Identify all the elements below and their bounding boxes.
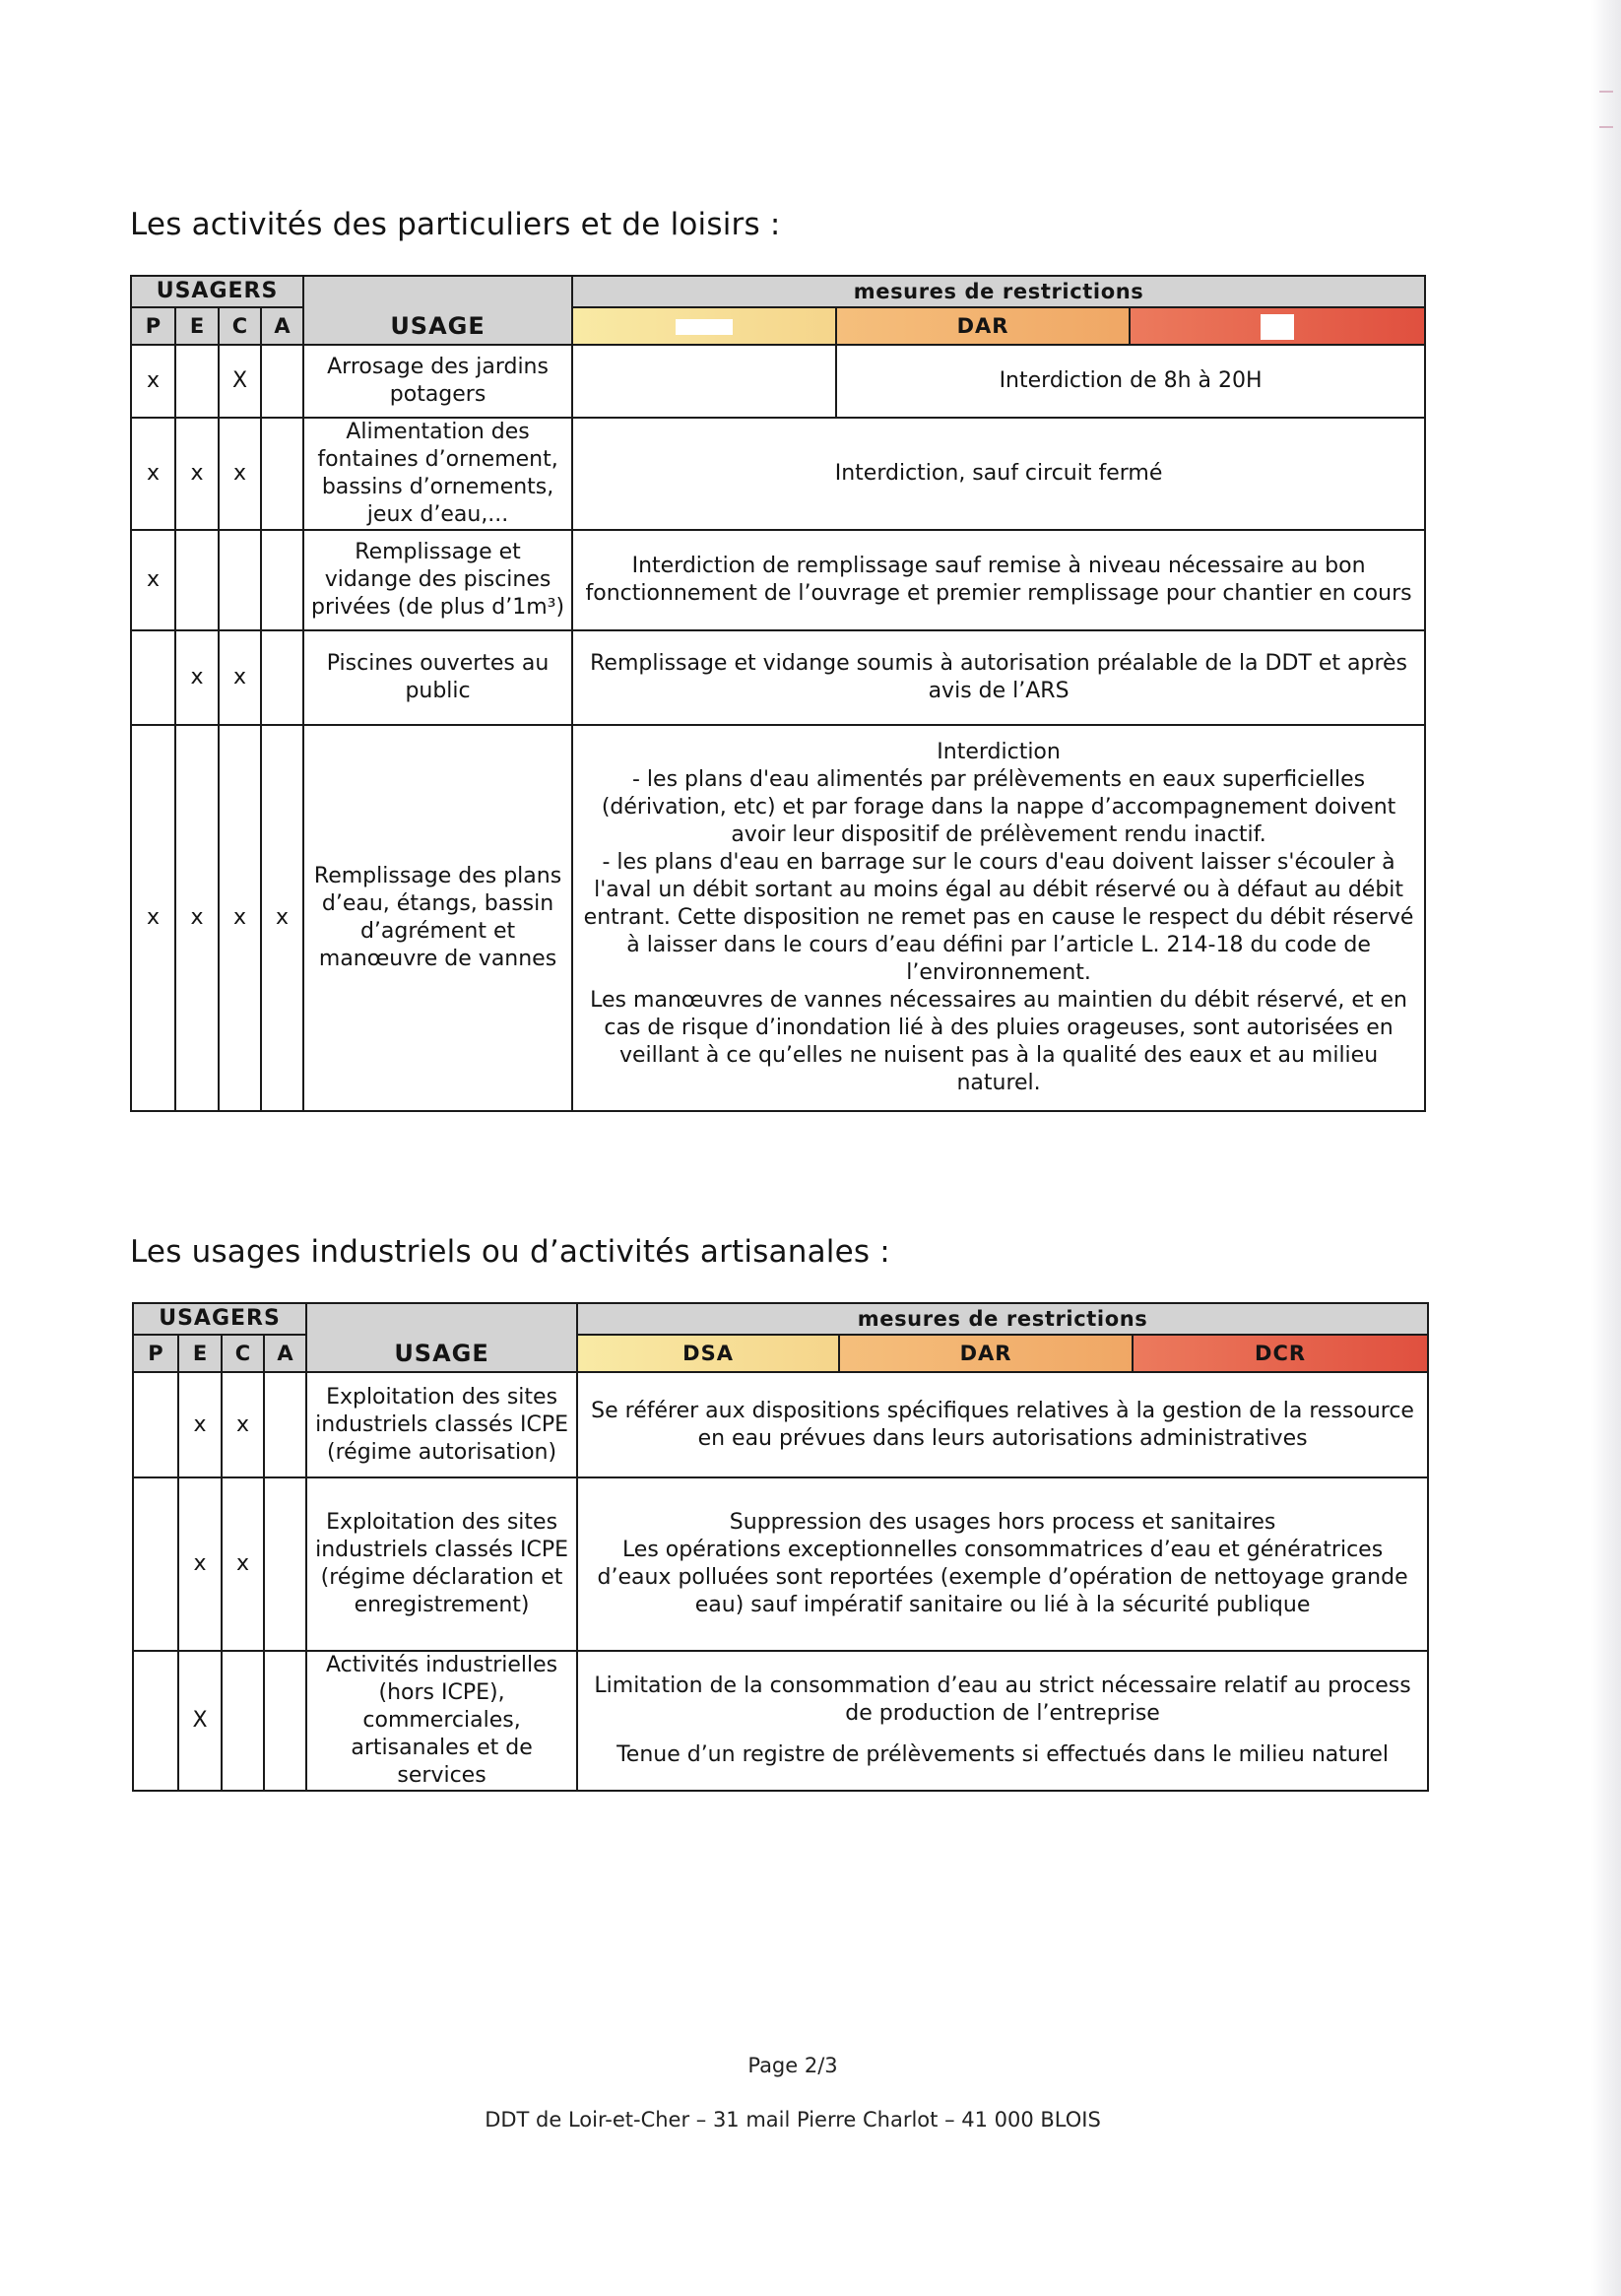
restriction-line: - les plans d'eau alimentés par prélèvements en eaux superficielles (dérivation, etc) et par forage dans la nappe d’accompagnement doivent avoir leur dispositif de prélèvement rendu inactif. (601, 767, 1396, 847)
usage-label: Remplissage des plans d’eau, étangs, bassin d’agrément et manœuvre de vannes (303, 725, 572, 1111)
footer-address: DDT de Loir-et-Cher – 31 mail Pierre Charlot – 41 000 BLOIS (485, 2108, 1101, 2132)
header-letter-c: C (219, 307, 261, 345)
redaction-mark (676, 319, 733, 335)
header-mesures-de-restrictions: mesures de restrictions (577, 1303, 1428, 1335)
restriction-line: - les plans d'eau en barrage sur le cours d'eau doivent laisser s'écouler à l'aval un débit sortant au moins égal au débit réservé ou à défaut au débit entrant. Cette disposition ne remet pas en cause le respect du débit réservé à laisser dans le cours d’eau défini par l’article L. 214-18 du code de l’environnement. (583, 850, 1414, 985)
restriction-text: Interdiction de remplissage sauf remise à niveau nécessaire au bon fonctionnement de l’ouvrage et premier remplissage pour chantier en cours (572, 530, 1425, 630)
restriction-text: Remplissage et vidange soumis à autorisation préalable de la DDT et après avis de l’ARS (572, 630, 1425, 725)
table-row (131, 530, 1425, 630)
restriction-text-multiline (577, 1477, 1428, 1651)
table-row (131, 630, 1425, 725)
table-row (131, 725, 1425, 1111)
scan-edge-shadow (1591, 0, 1621, 2296)
header-letter-c: C (222, 1335, 264, 1372)
header-level-dcr-redacted (1130, 307, 1425, 345)
usager-e-mark (175, 345, 219, 418)
usager-a-mark: x (261, 725, 303, 1111)
usage-label: Piscines ouvertes au public (303, 630, 572, 725)
usager-p-mark (131, 630, 175, 725)
restriction-text: Interdiction de 8h à 20H (836, 345, 1425, 418)
page-number: Page 2/3 (747, 2054, 838, 2077)
header-letter-a: A (261, 307, 303, 345)
usager-c-mark: x (222, 1477, 264, 1651)
usage-label: Alimentation des fontaines d’ornement, bassins d’ornements, jeux d’eau,... (303, 418, 572, 530)
usage-label: Activités industrielles (hors ICPE), commerciales, artisanales et de services (306, 1651, 577, 1791)
header-usage: USAGE (306, 1303, 577, 1372)
restriction-text: Interdiction, sauf circuit fermé (572, 418, 1425, 530)
usager-p-mark (133, 1651, 178, 1791)
redaction-mark (1261, 314, 1294, 340)
header-letter-p: P (131, 307, 175, 345)
restrictions-table-industriels (132, 1302, 1429, 1792)
usager-a-mark (264, 1372, 306, 1477)
usager-p-mark: x (131, 530, 175, 630)
usager-a-mark (261, 345, 303, 418)
usager-p-mark (133, 1372, 178, 1477)
usager-a-mark (261, 418, 303, 530)
restriction-line: Les opérations exceptionnelles consommatrices d’eau et génératrices d’eaux polluées sont reportées (exemple d’opération de nettoyage grande eau) sauf impératif sanitaire ou lié à la sécurité publique (597, 1538, 1408, 1617)
header-letter-e: E (175, 307, 219, 345)
header-usagers: USAGERS (131, 276, 303, 307)
header-level-dar: DAR (836, 307, 1130, 345)
table-row (131, 345, 1425, 418)
usager-p-mark: x (131, 725, 175, 1111)
usager-c-mark: x (219, 630, 261, 725)
usager-e-mark: x (175, 725, 219, 1111)
usager-e-mark (175, 530, 219, 630)
header-usagers: USAGERS (133, 1303, 306, 1335)
usager-p-mark: x (131, 418, 175, 530)
restriction-text: Se référer aux dispositions spécifiques relatives à la gestion de la ressource en eau prévues dans leurs autorisations administratives (577, 1372, 1428, 1477)
restriction-line: Limitation de la consommation d’eau au strict nécessaire relatif au process de production de l’entreprise (594, 1673, 1411, 1726)
usager-e-mark: x (175, 630, 219, 725)
usager-c-mark: X (219, 345, 261, 418)
table-row (133, 1372, 1428, 1477)
restriction-text-multiline (577, 1651, 1428, 1791)
usager-e-mark: x (175, 418, 219, 530)
header-level-dsa: DSA (577, 1335, 839, 1372)
table-row (133, 1651, 1428, 1791)
table-row (133, 1477, 1428, 1651)
header-mesures-de-restrictions: mesures de restrictions (572, 276, 1425, 307)
usager-c-mark: x (219, 418, 261, 530)
usager-p-mark (133, 1477, 178, 1651)
restrictions-table-particuliers (130, 275, 1426, 1112)
header-usage: USAGE (303, 276, 572, 345)
scan-edge-mark (1599, 126, 1613, 128)
header-letter-e: E (178, 1335, 222, 1372)
restriction-line: Tenue d’un registre de prélèvements si effectués dans le milieu naturel (616, 1742, 1390, 1767)
restriction-line: Suppression des usages hors process et sanitaires (729, 1510, 1276, 1535)
usage-label: Exploitation des sites industriels classés ICPE (régime déclaration et enregistrement) (306, 1477, 577, 1651)
usager-a-mark (264, 1651, 306, 1791)
header-level-dar: DAR (839, 1335, 1133, 1372)
header-letter-p: P (133, 1335, 178, 1372)
usager-c-mark (222, 1651, 264, 1791)
usager-e-mark: x (178, 1477, 222, 1651)
usage-label: Remplissage et vidange des piscines privées (de plus d’1m³) (303, 530, 572, 630)
usager-e-mark: x (178, 1372, 222, 1477)
restriction-line: Interdiction (937, 740, 1061, 764)
usager-c-mark (219, 530, 261, 630)
header-level-dsa-redacted (572, 307, 836, 345)
usager-a-mark (261, 530, 303, 630)
restriction-text-multiline (572, 725, 1425, 1111)
section-title-industriels: Les usages industriels ou d’activités artisanales : (130, 1234, 890, 1270)
usager-c-mark: x (219, 725, 261, 1111)
header-letter-a: A (264, 1335, 306, 1372)
usage-label: Arrosage des jardins potagers (303, 345, 572, 418)
header-level-dcr: DCR (1133, 1335, 1428, 1372)
usager-p-mark: x (131, 345, 175, 418)
usager-a-mark (264, 1477, 306, 1651)
usage-label: Exploitation des sites industriels classés ICPE (régime autorisation) (306, 1372, 577, 1477)
table-row (131, 418, 1425, 530)
restriction-line: Les manœuvres de vannes nécessaires au maintien du débit réservé, et en cas de risque d’inondation lié à des pluies orageuses, sont autorisées en veillant à ce qu’elles ne nuisent pas à la qualité des eaux et au milieu naturel. (590, 988, 1407, 1095)
usager-e-mark: X (178, 1651, 222, 1791)
scan-edge-mark (1599, 91, 1613, 93)
usager-a-mark (261, 630, 303, 725)
usager-c-mark: x (222, 1372, 264, 1477)
section-title-particuliers: Les activités des particuliers et de loisirs : (130, 207, 781, 242)
restriction-dsa-empty (572, 345, 836, 418)
